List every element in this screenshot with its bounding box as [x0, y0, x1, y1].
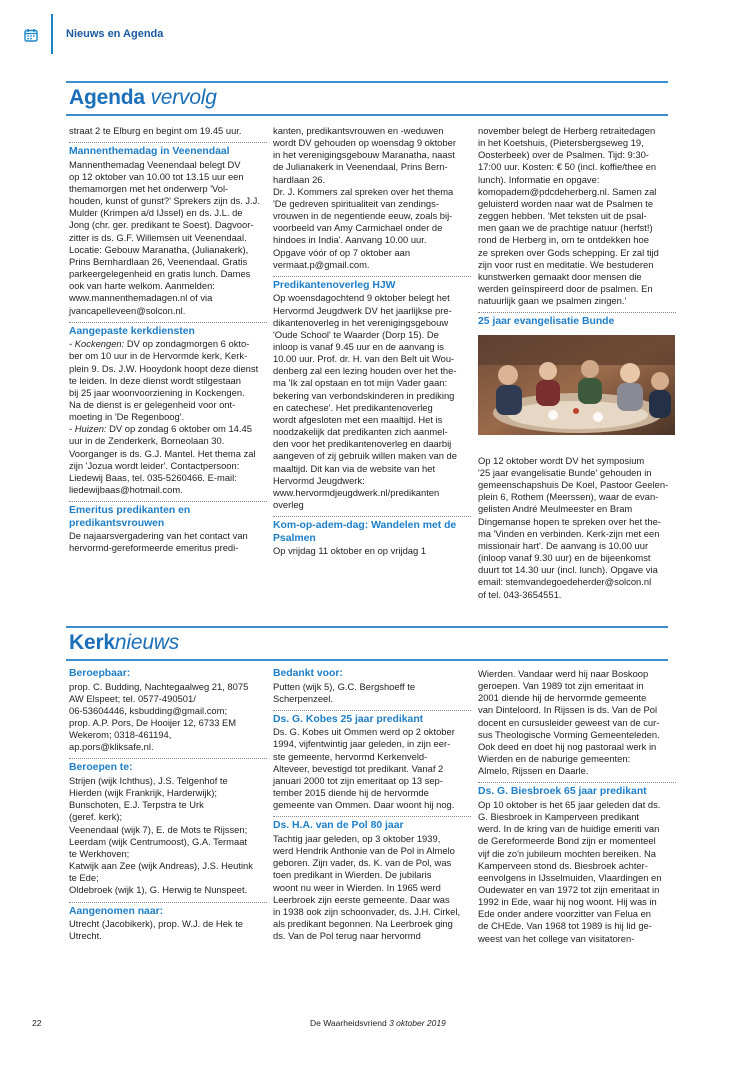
text-line: ber om 10 uur in de Hervormde kerk, Kerk- — [69, 350, 248, 362]
text-line: noodzakelijk dat predikanten zich aanmel- — [273, 426, 448, 438]
text-line: Oudewater en van 1972 tot zijn emeritaat in — [478, 884, 660, 895]
dotted-divider — [273, 276, 471, 277]
text-line: komopadem@pdcdeherberg.nl. Samen zal — [478, 185, 657, 197]
text-line: Op vrijdag 11 oktober en op vrijdag 1 — [273, 545, 427, 557]
text-line: Tachtig jaar geleden, op 3 oktober 1939, — [273, 832, 441, 844]
text-line: Mulder (Krimpen a/d IJssel) en ds. J.L. de — [69, 207, 243, 219]
section-header — [0, 0, 738, 58]
text-line: hindoes in India'. Aanvang 10.00 uur. — [273, 234, 427, 246]
text-line: de Julianakerk in Veenendaal, Prins Bern- — [273, 161, 448, 173]
text-line: themamorgen met het onderwerp 'Vol- — [69, 182, 229, 194]
text-line: wordt DV gehouden op woensdag 9 oktober — [273, 137, 456, 149]
text-line: vijf die zo'n jubileum mochten bereiken. Na — [478, 847, 656, 859]
text-line: weest van het college van visitatoren- — [478, 932, 635, 944]
text-line: jvancapelleveen@solcon.nl. — [69, 304, 186, 316]
text-line: email: stemvandegoedeherder@solcon.nl — [478, 576, 652, 588]
text-line: werd. In de kring van de huidige emeriti van — [478, 823, 660, 835]
agenda-heading — [69, 86, 217, 110]
dotted-divider — [273, 816, 471, 817]
magazine-name: De Waarheidsvriend — [310, 1018, 387, 1028]
text-line: Op 12 oktober wordt DV het symposium — [478, 454, 645, 466]
section-heading: Ds. G. Kobes 25 jaar predikant — [273, 713, 424, 725]
text-line: Opgave vóór of op 7 oktober aan — [273, 246, 411, 258]
text-line: als predikant begonnen. Na Leerbroek ging — [273, 918, 453, 929]
text-line: Dr. J. Kommers zal spreken over het thema — [273, 185, 454, 197]
kerknieuws-column-2 — [273, 668, 471, 942]
section-body — [69, 435, 267, 496]
text-line: zeggen hebben. 'Met teksten uit de psal- — [478, 210, 647, 222]
text-line: van Dinteloord. In Rijssen is ds. Van de Pol — [478, 704, 658, 716]
text-line: gemeente van Ommen. Daar woont hij nog. — [273, 799, 455, 811]
text-line: straat 2 te Elburg en begint om 19.45 uur. — [69, 125, 242, 136]
text-line: inloop is vanaf 9.45 uur en de aanvang is — [273, 341, 444, 352]
paragraph-kockengen — [69, 338, 267, 350]
text-line: ste gemeente, hervormd Kerkenveld- — [273, 750, 428, 762]
text-line: Putten (wijk 5), G.C. Bergshoeff te — [273, 680, 416, 692]
text-line: 'Oude School' te Waarder (Dorp 15). De — [273, 328, 439, 340]
text-line: gemeenschapshuis De Koel, Pastoor Geelen- — [478, 479, 669, 491]
text-line: houden, kunst of gunst?' Sprekers zijn ds. J.J. — [69, 195, 260, 207]
text-line: Ede onder andere voorzitter van Felua en — [478, 908, 652, 920]
paragraph-first-line: DV op zondag 6 oktober om 14.45 — [106, 423, 252, 435]
text-line: op 12 oktober van 10.00 tot 13.15 uur een — [69, 170, 244, 182]
text-line: maaltijd. Dit kan via de website van het — [273, 462, 436, 474]
section-body — [273, 833, 471, 942]
text-line: dikantenoverleg in het verenigingsgebouw — [273, 316, 449, 328]
place-label: - Huizen: — [69, 423, 107, 435]
text-line: bij 25 jaar woonvoorziening in Kockengen. — [69, 386, 245, 398]
continued-text — [273, 125, 471, 271]
text-line: Leerdam (wijk Centrumoost), G.A. Termaat — [69, 835, 248, 847]
section-heading: 25 jaar evangelisatie Bunde — [478, 316, 615, 328]
text-line: Alteveer, bevestigd tot predikant. Vanaf 2 — [273, 762, 444, 774]
dotted-divider — [69, 902, 267, 903]
text-line: Oosterbeek) over de Psalmen. Tijd: 9:30- — [478, 149, 649, 161]
text-line: Hervormd Jeugdwerk: — [273, 474, 365, 486]
text-line: werd Hendrik Anthonie van de Pol in Almelo — [273, 845, 455, 857]
section-body — [69, 918, 267, 942]
text-line: liedewijbaas@hotmail.com. — [69, 484, 183, 496]
continued-text — [478, 668, 676, 777]
dotted-divider — [69, 501, 267, 502]
event-photo — [478, 335, 675, 435]
text-line: bekering van verbondskinderen in prediking — [273, 389, 455, 401]
section-heading: Mannenthemadag in Veenendaal — [69, 146, 230, 158]
text-line: tember 2015 diende hij de hervormde — [273, 787, 429, 799]
section-body — [69, 350, 267, 423]
kerknieuws-column-3 — [478, 668, 676, 945]
text-line: Scherpenzeel. — [273, 692, 333, 704]
text-line: docent en cursusleider geweest van de cur- — [478, 716, 660, 728]
text-line: Locatie: Gebouw Maranatha, (Julianakerk), — [69, 243, 249, 255]
text-line: geroepen. Van 1989 tot zijn emeritaat in — [478, 680, 644, 692]
text-line: Mannenthemadag Veenendaal belegt DV — [69, 158, 241, 170]
agenda-top-rule — [66, 81, 668, 83]
agenda-column-1 — [69, 125, 267, 555]
text-line: prop. A.P. Pors, De Hooijer 12, 6733 EM — [69, 716, 237, 728]
text-line: ook van harte welkom. Aanmelden: — [69, 280, 215, 292]
continued-text — [478, 125, 676, 307]
text-line: zijn 'Jozua wordt leider'. Contactpersoon: — [69, 459, 240, 471]
section-body — [273, 726, 471, 811]
text-line: Jong (chr. ger. predikant te Soest). Dagvoor- — [69, 219, 254, 231]
agenda-heading-light: vervolg — [150, 86, 217, 109]
text-line: vrouwen in de negentiende eeuw, zoals bij- — [273, 210, 453, 222]
text-line: denberg zal een lezing houden over het the- — [273, 365, 457, 377]
text-line: de CHEde. Van 1968 tot 1989 is hij lid ge- — [478, 920, 652, 932]
text-line: De najaarsvergadering van het contact van — [69, 530, 248, 542]
text-line: woont nu weer in Wierden. In 1965 werd — [273, 881, 441, 893]
section-body — [273, 681, 471, 705]
section-heading: Beroepen te: — [69, 762, 133, 774]
text-line: Hierden (wijk Frankrijk, Harderwijk); — [69, 787, 217, 799]
agenda-bottom-rule — [66, 114, 668, 116]
text-line: januari 2000 tot zijn emeritaat op 13 sep- — [273, 774, 443, 786]
text-line: plein 9. Ds. J.W. Hooydonk hoopt deze dienst — [69, 362, 259, 374]
text-line: 06-53604446, ksbudding@gmail.com; — [69, 704, 228, 716]
dotted-divider — [273, 710, 471, 711]
text-line: ap.pors@kliksafe.nl. — [69, 741, 154, 753]
text-line: AW Elspeet; tel. 0577-490501/ — [69, 692, 196, 704]
text-line: ds. Van de Pol terug naar hervormd — [273, 930, 421, 942]
text-line: Bunschoten, E.J. Terpstra te Urk — [69, 799, 204, 811]
text-line: aangeven of zij gebruik willen maken van de — [273, 450, 457, 462]
text-line: Utrecht. — [69, 930, 102, 942]
text-line: 17:00 uur. Kosten: € 50 (incl. koffie/thee en — [478, 161, 657, 173]
kerknieuws-heading-bold: Kerk — [69, 631, 115, 654]
text-line: parkeergelegenheid en gratis lunch. Dames — [69, 268, 251, 280]
text-line: werden geïnspireerd door de psalmen. En — [478, 283, 653, 295]
page-number: 22 — [32, 1018, 42, 1028]
heading-line: Emeritus predikanten en — [69, 505, 191, 517]
text-line: Wekerom; 0318-461194, — [69, 729, 172, 741]
text-line: en catechese'. Het predikantenoverleg — [273, 401, 433, 413]
text-line: zitter is ds. G.F. Willemsen uit Veenendaal. — [69, 231, 247, 243]
text-line: de Gereformeerde Bond zijn er momenteel — [478, 835, 656, 847]
text-line: Leerbroek zijn eerste gemeente. Daar was — [273, 893, 450, 905]
text-line: te Werkhoven; — [69, 847, 130, 859]
section-heading — [273, 520, 471, 545]
text-line: plein 6, Rothem (Meerssen), waar de evan- — [478, 491, 659, 503]
kerknieuws-column-1 — [69, 668, 267, 942]
section-body — [478, 799, 676, 945]
header-divider — [51, 14, 53, 54]
text-line: ma 'Vinden en verbinden. Kerk-zijn met een — [478, 527, 660, 539]
text-line: hervormd-gereformeerde emeritus predi- — [69, 542, 239, 554]
heading-line: Psalmen — [273, 532, 316, 544]
dotted-divider — [478, 782, 676, 783]
text-line: wordt afgesloten met een maaltijd. Het is — [273, 413, 443, 425]
section-body — [69, 775, 267, 897]
calendar-icon — [24, 28, 38, 42]
agenda-heading-bold: Agenda — [69, 86, 145, 109]
text-line: (geref. kerk); — [69, 811, 123, 823]
text-line: ma 'Ik zal opstaan en tot mijn Vader gaan: — [273, 377, 448, 389]
text-line: ze spreken over Gods schepping. Er zal tijd — [478, 246, 659, 258]
dotted-divider — [478, 312, 676, 313]
text-line: Op woensdagochtend 9 oktober belegt het — [273, 292, 450, 304]
text-line: Ds. G. Kobes uit Ommen werd op 2 oktober — [273, 726, 455, 738]
text-line: missionair hart'. De aanvang is 10.00 uur — [478, 539, 649, 551]
text-line: Strijen (wijk Ichthus), J.S. Telgenhof te — [69, 774, 228, 786]
text-line: 1992 in Ede, waar hij nog woont. Hij was in — [478, 896, 657, 908]
text-line: november belegt de Herberg retraitedagen — [478, 125, 656, 136]
text-line: Veenendaal (wijk 7), E. de Mots te Rijssen; — [69, 823, 248, 835]
text-line: in het verenigingsgebouw Maranatha, naast — [273, 149, 455, 161]
text-line: te Ede; — [69, 872, 99, 884]
text-line: in 1938 ook zijn schoonvader, ds. J.H. Cirkel, — [273, 905, 461, 917]
text-line: zijn voor rust en meditatie. We bestuderen — [478, 258, 654, 270]
dotted-divider — [69, 142, 267, 143]
dotted-divider — [69, 322, 267, 323]
text-line: Hervormd Jeugdwerk DV het jaarlijkse pre- — [273, 304, 452, 316]
text-line: '25 jaar evangelisatie Bunde' gehouden in — [478, 467, 652, 478]
text-line: www.hervormdjeugdwerk.nl/predikanten — [273, 486, 440, 498]
text-line: 'De gedreven spiritualiteit van zendings- — [273, 197, 439, 209]
text-line: sus Theologische Vorming Gemeenteleden. — [478, 728, 660, 740]
text-line: geluisterd worden naar wat de Psalmen te — [478, 197, 654, 209]
text-line: Kamperveen stond ds. Biesbroek achter- — [478, 859, 648, 871]
section-heading: Predikantenoverleg HJW — [273, 279, 396, 291]
section-body — [69, 159, 267, 317]
text-line: kanten, predikantsvrouwen en -weduwen — [273, 125, 444, 136]
section-heading: Aangepaste kerkdiensten — [69, 325, 195, 337]
place-label: - Kockengen: — [69, 338, 125, 350]
text-line: geboren. Zijn vader, ds. K. van de Pol, was — [273, 857, 452, 869]
dotted-divider — [273, 516, 471, 517]
text-line: 10.00 uur. Prof. dr. H. van den Belt uit Wou- — [273, 353, 455, 365]
section-heading — [69, 505, 267, 530]
agenda-column-3 — [478, 125, 676, 601]
text-line: kunstwerken gemaakt door mensen die — [478, 270, 642, 282]
section-body — [273, 292, 471, 511]
text-line: (inloop vanaf 9.30 uur) en de bijeenkomst — [478, 552, 651, 564]
text-line: Voorganger is ds. G.J. Mantel. Het thema zal — [69, 447, 256, 459]
section-heading: Bedankt voor: — [273, 668, 343, 679]
text-line: Wierden. Vandaar werd hij naar Boskoop — [478, 668, 649, 679]
section-heading: Ds. G. Biesbroek 65 jaar predikant — [478, 786, 647, 798]
text-line: te leiden. In deze dienst wordt stilgestaan — [69, 374, 241, 386]
text-line: men gaan we de prachtige natuur (herfst!) — [478, 222, 653, 234]
text-line: eenvolgens in IJsselmuiden, Vlaardingen en — [478, 871, 662, 883]
section-body — [478, 455, 676, 601]
paragraph-first-line: DV op zondagmorgen 6 okto- — [124, 338, 250, 350]
text-line: overleg — [273, 499, 304, 511]
text-line: Dingemanse hopen te spreken over het the- — [478, 515, 661, 527]
kerknieuws-bottom-rule — [66, 659, 668, 661]
section-body — [69, 681, 267, 754]
text-line: moeting in 'De Regenboog'. — [69, 411, 185, 423]
section-body — [69, 530, 267, 554]
text-line: Wierden en de naburige gemeenten: — [478, 753, 631, 765]
paragraph-huizen — [69, 423, 267, 435]
text-line: vermaat.p@gmail.com. — [273, 258, 370, 270]
text-line: gelisten André Meulmeester en Bram — [478, 503, 633, 515]
text-line: prop. C. Budding, Nachtegaalweg 21, 8075 — [69, 680, 249, 692]
text-line: duurt tot 14.30 uur (incl. lunch). Opgave via — [478, 564, 658, 576]
text-line: Na de dienst is er gelegenheid voor ont- — [69, 398, 236, 410]
text-line: natuurlijk gaan we psalmen zingen.' — [478, 295, 627, 307]
text-line: G. Biesbroek in Kamperveen predikant — [478, 811, 640, 823]
dotted-divider — [69, 758, 267, 759]
text-line: Op 10 oktober is het 65 jaar geleden dat ds. — [478, 798, 661, 810]
text-line: hardlaan 26. — [273, 173, 326, 185]
section-body — [273, 545, 471, 557]
kerknieuws-heading — [69, 631, 179, 655]
text-line: lunch). Informatie en opgave: — [478, 173, 600, 185]
kerknieuws-heading-light: nieuws — [114, 631, 180, 654]
text-line: Ook deed en doet hij nog pastoraal werk in — [478, 740, 657, 752]
heading-line: predikantsvrouwen — [69, 517, 165, 529]
text-line: 1994, vijfentwintig jaar geleden, in zijn eer- — [273, 738, 451, 750]
text-line: Prins Bernhardlaan 26, Veenendaal. Gratis — [69, 255, 248, 267]
text-line: Liedewij Baas, tel. 035-5260466. E-mail: — [69, 471, 237, 483]
issue-date: 3 oktober 2019 — [389, 1018, 446, 1028]
text-line: in het Koetshuis, (Pietersbergseweg 19, — [478, 137, 644, 149]
text-line: rond de Herberg in, om te ontdekken hoe — [478, 234, 649, 246]
text-line: Oldebroek (wijk 1), G. Herwig te Nunspeet. — [69, 884, 248, 896]
continued-text — [69, 125, 267, 137]
text-line: uur in de Zenderkerk, Borneolaan 30. — [69, 435, 225, 447]
text-line: den voor het predikantenoverleg en daarbij — [273, 438, 452, 450]
text-line: voorbeeld van Amy Carmichael onder de — [273, 222, 443, 234]
section-heading: Ds. H.A. van de Pol 80 jaar — [273, 820, 404, 832]
text-line: of tel. 043-3654551. — [478, 588, 562, 600]
text-line: Almelo, Rijssen en Daarle. — [478, 765, 589, 777]
text-line: www.mannenthemadagen.nl of via — [69, 292, 213, 304]
text-line: Katwijk aan Zee (wijk Andreas), J.S. Heutink — [69, 860, 253, 872]
text-line: 2001 diende hij de hervormde gemeente — [478, 692, 647, 704]
footer-credit — [310, 1018, 446, 1028]
text-line: toen predikant in Wierden. De jubilaris — [273, 869, 432, 881]
section-heading: Beroepbaar: — [69, 668, 131, 679]
section-title: Nieuws en Agenda — [66, 28, 164, 40]
kerknieuws-top-rule — [66, 626, 668, 628]
text-line: Utrecht (Jacobikerk), prop. W.J. de Hek te — [69, 918, 244, 929]
section-heading: Aangenomen naar: — [69, 905, 164, 917]
heading-line: Kom-op-adem-dag: Wandelen met de — [273, 520, 457, 532]
agenda-column-2 — [273, 125, 471, 557]
